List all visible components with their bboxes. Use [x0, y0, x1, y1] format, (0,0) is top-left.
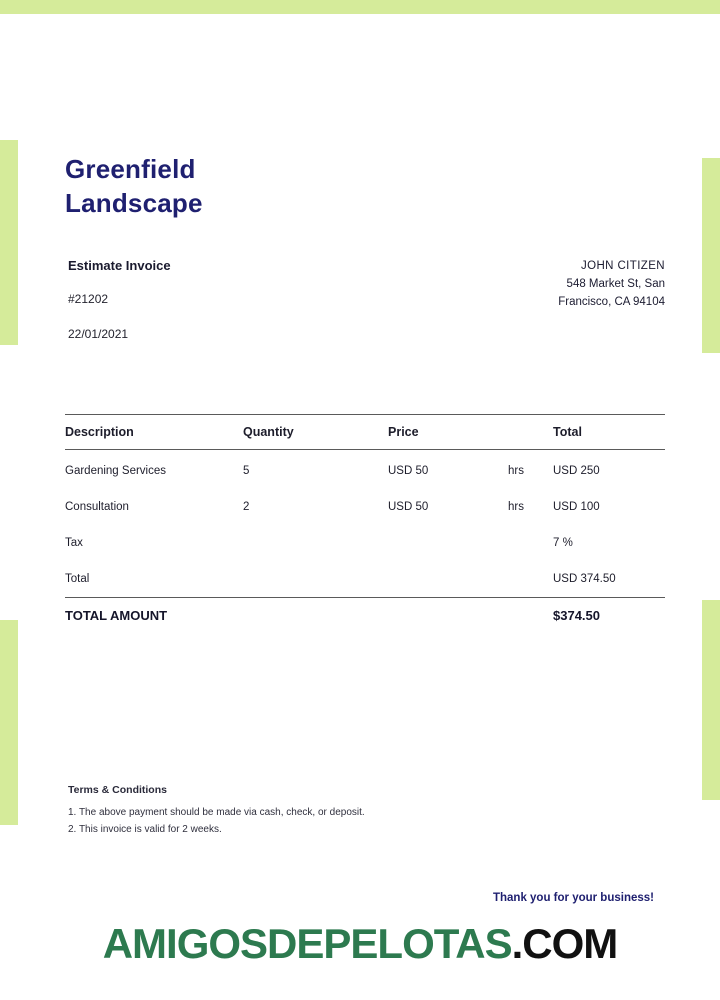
decorative-bar-left-lower: [0, 620, 18, 825]
row-unit: hrs: [508, 465, 524, 477]
table-header-row: [65, 414, 665, 450]
table-row: [65, 453, 665, 489]
row-total: USD 100: [553, 501, 600, 513]
watermark-name: AMIGOSDEPELOTAS: [102, 920, 512, 967]
decorative-bar-top: [0, 0, 720, 14]
decorative-bar-left-upper: [0, 140, 18, 345]
bill-to-block: [425, 257, 665, 311]
row-description: Total: [65, 573, 90, 585]
row-total: 7 %: [553, 537, 573, 549]
company-name-line1: Greenfield: [65, 154, 196, 184]
table-row: [65, 525, 665, 561]
bill-to-address-line2: Francisco, CA 94104: [558, 296, 665, 308]
document-date: 22/01/2021: [68, 327, 129, 341]
row-quantity: 5: [243, 465, 250, 477]
company-name: [65, 152, 365, 220]
table-row: [65, 561, 665, 597]
table-header-description: Description: [65, 425, 134, 439]
row-price: USD 50: [388, 501, 429, 513]
row-total: USD 374.50: [553, 573, 616, 585]
terms-line: 2. This invoice is valid for 2 weeks.: [68, 824, 222, 835]
document-title: Estimate Invoice: [68, 258, 171, 273]
row-quantity: 2: [243, 501, 250, 513]
site-watermark: [0, 920, 720, 968]
total-amount-value: $374.50: [553, 607, 600, 623]
bill-to-name: JOHN CITIZEN: [580, 260, 665, 272]
terms-and-conditions: [68, 784, 588, 838]
document-number: #21202: [68, 292, 109, 306]
document-meta: [68, 258, 368, 341]
table-row: [65, 489, 665, 525]
row-description: Consultation: [65, 501, 129, 513]
table-header-total: Total: [553, 425, 582, 439]
total-amount-row: [65, 597, 665, 632]
terms-title: Terms & Conditions: [68, 784, 167, 796]
total-amount-label: TOTAL AMOUNT: [65, 607, 168, 623]
table-header-quantity: Quantity: [243, 425, 294, 439]
thank-you-note: Thank you for your business!: [492, 892, 654, 904]
watermark-tld: .COM: [511, 920, 618, 967]
row-total: USD 250: [553, 465, 600, 477]
terms-line: 1. The above payment should be made via cash, check, or deposit.: [68, 807, 365, 818]
table-header-price: Price: [388, 425, 419, 439]
row-description: Gardening Services: [65, 465, 166, 477]
invoice-sheet: [18, 14, 702, 904]
row-unit: hrs: [508, 501, 524, 513]
bill-to-address-line1: 548 Market St, San: [566, 278, 665, 290]
row-price: USD 50: [388, 465, 429, 477]
line-items-table: [65, 414, 665, 632]
company-name-line2: Landscape: [65, 188, 203, 218]
row-description: Tax: [65, 537, 83, 549]
